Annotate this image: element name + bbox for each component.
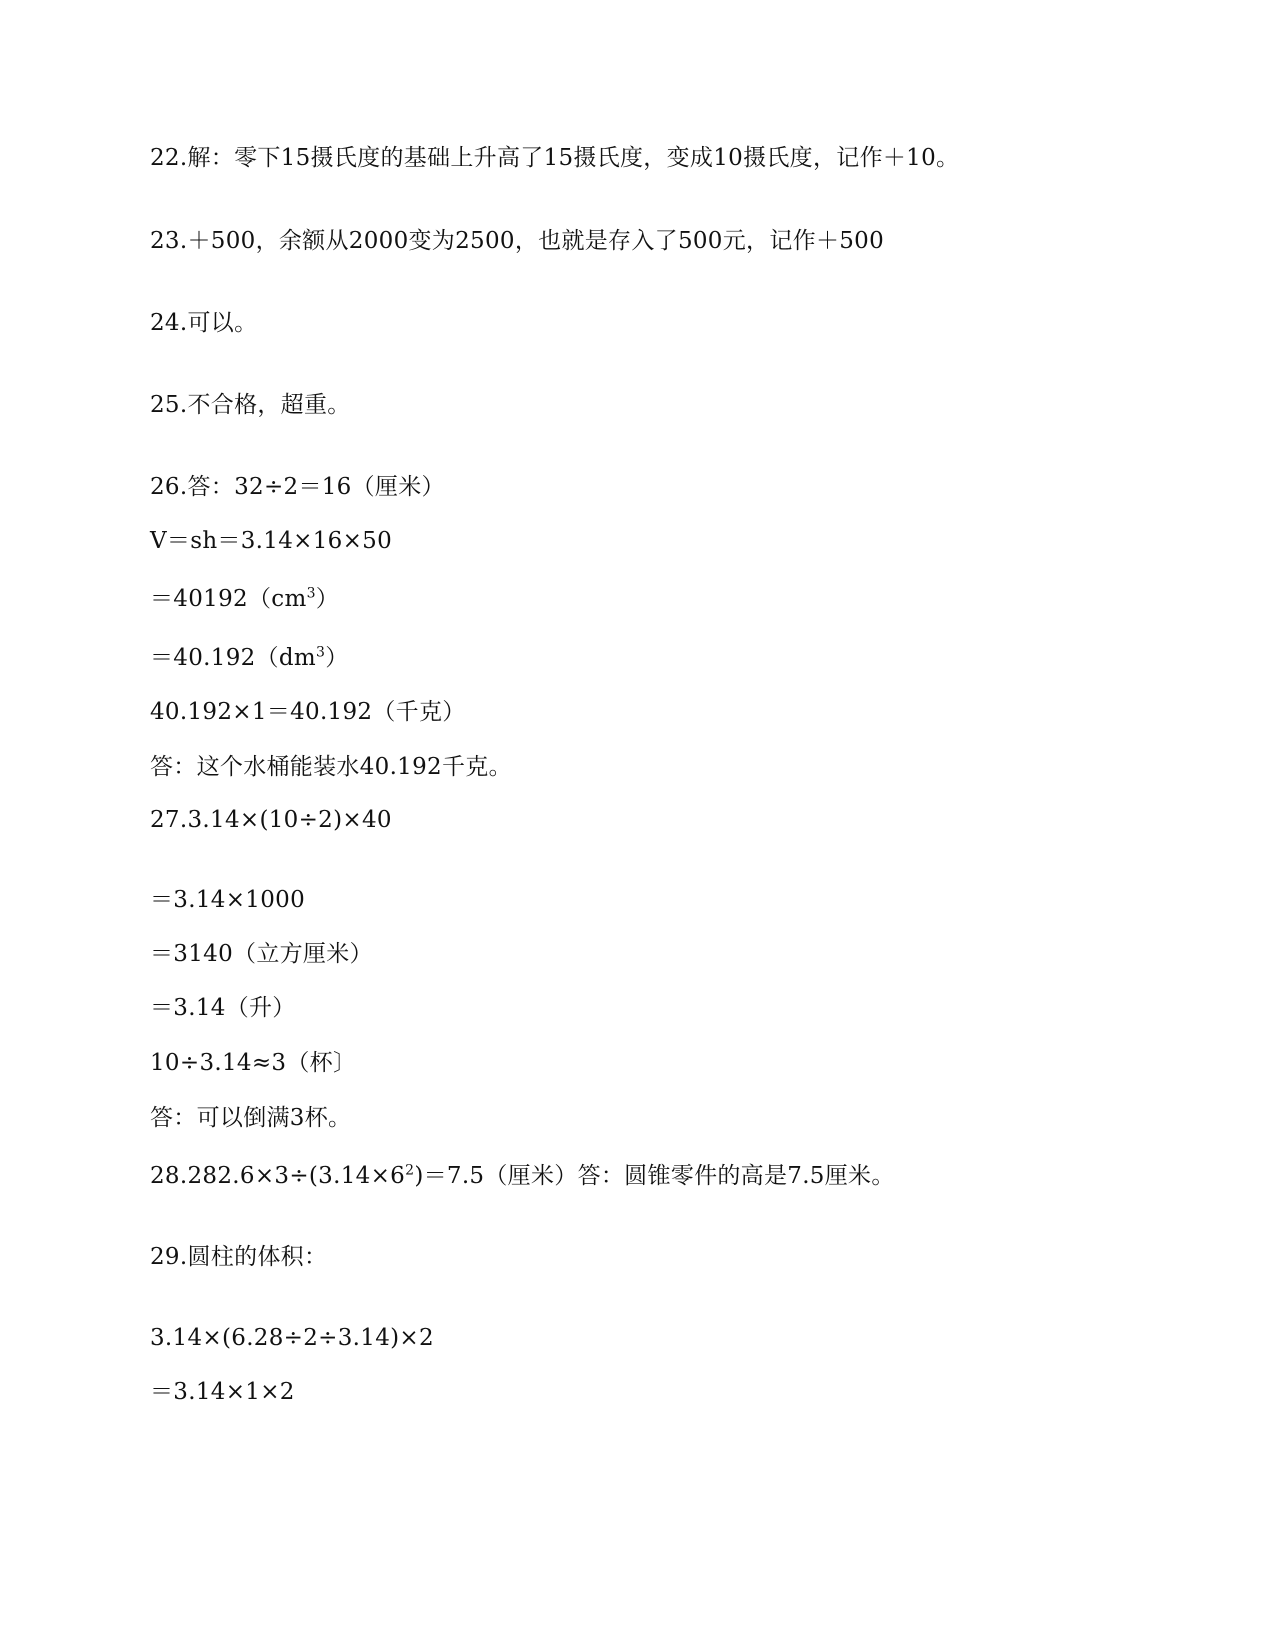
answer-24-text: 24.可以。 xyxy=(150,310,258,336)
exponent: 3 xyxy=(316,644,326,661)
answer-25 xyxy=(150,390,351,420)
answer-28-text-rest: )＝7.5（厘米）答：圆锥零件的高是7.5厘米。 xyxy=(414,1163,895,1189)
answer-27-line-2 xyxy=(150,885,305,915)
answer-26-conclusion xyxy=(150,752,512,782)
answer-26-line-2-text: V＝sh＝3.14×16×50 xyxy=(150,528,393,554)
answer-27-line-2-text: ＝3.14×1000 xyxy=(150,887,306,913)
answer-27-line-1-text: 27.3.14×(10÷2)×40 xyxy=(150,807,392,833)
answer-26-line-5 xyxy=(150,697,466,727)
answer-29-line-2-text: 3.14×(6.28÷2÷3.14)×2 xyxy=(150,1325,434,1351)
answer-27-conclusion-text: 答：可以倒满3杯。 xyxy=(150,1105,352,1131)
answer-27-line-4 xyxy=(150,993,296,1023)
answer-27-line-5-text: 10÷3.14≈3（杯〕 xyxy=(150,1050,357,1076)
answer-28 xyxy=(150,1161,895,1191)
closing-paren: ） xyxy=(315,586,340,612)
answer-26-line-2 xyxy=(150,526,392,556)
answer-26-line-1 xyxy=(150,472,445,502)
answer-22-text: 22.解：零下15摄氏度的基础上升高了15摄氏度，变成10摄氏度，记作＋10。 xyxy=(150,145,960,171)
answer-23 xyxy=(150,226,884,256)
answer-26-line-3 xyxy=(150,584,339,614)
answer-26-line-4-text: ＝40.192（dm xyxy=(150,645,317,671)
answer-27-line-4-text: ＝3.14（升） xyxy=(150,995,296,1021)
answer-26-line-1-text: 26.答：32÷2＝16（厘米） xyxy=(150,474,445,500)
answer-26-line-4 xyxy=(150,643,349,673)
answer-23-text: 23.＋500，余额从2000变为2500，也就是存入了500元，记作＋500 xyxy=(150,228,885,254)
answer-24 xyxy=(150,308,257,338)
answer-26-line-3-text: ＝40192（cm xyxy=(150,586,307,612)
answer-25-text: 25.不合格，超重。 xyxy=(150,392,351,418)
answer-28-text: 28.282.6×3÷(3.14×6 xyxy=(150,1163,406,1189)
answer-27-line-3-text: ＝3140（立方厘米） xyxy=(150,941,373,967)
answer-27-conclusion xyxy=(150,1103,351,1133)
answer-27-line-3 xyxy=(150,939,373,969)
answer-26-line-5-text: 40.192×1＝40.192（千克） xyxy=(150,699,466,725)
answer-29-line-1 xyxy=(150,1242,327,1272)
answer-29-line-3 xyxy=(150,1377,295,1407)
exponent: 2 xyxy=(405,1162,415,1179)
closing-paren: ） xyxy=(325,645,349,671)
answer-29-line-3-text: ＝3.14×1×2 xyxy=(150,1379,295,1405)
answer-29-line-1-text: 29.圆柱的体积： xyxy=(150,1244,328,1270)
answer-22 xyxy=(150,143,959,173)
answer-29-line-2 xyxy=(150,1323,434,1353)
answer-27-line-5 xyxy=(150,1048,356,1078)
answer-26-conclusion-text: 答：这个水桶能装水40.192千克。 xyxy=(150,754,512,780)
exponent: 3 xyxy=(306,585,316,602)
answer-27-line-1 xyxy=(150,805,392,835)
